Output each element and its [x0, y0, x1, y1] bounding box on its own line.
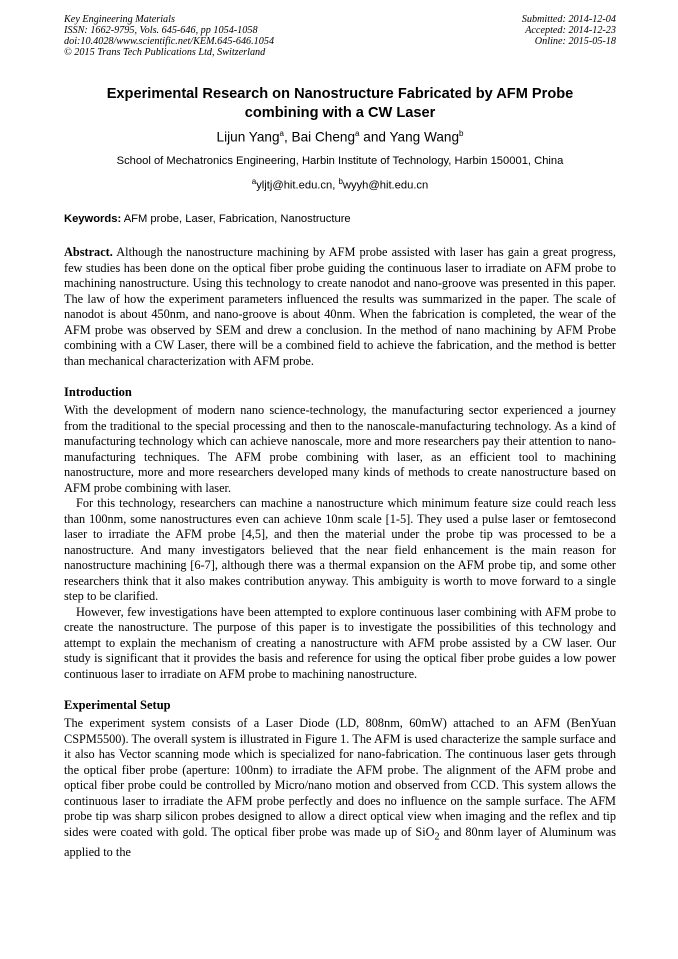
- experimental-setup-section: [64, 716, 616, 860]
- author-name: Yang Wang: [389, 129, 460, 145]
- author-separator: and: [359, 129, 390, 145]
- keywords-text: AFM probe, Laser, Fabrication, Nanostructure: [121, 213, 351, 226]
- author-affil-mark: b: [459, 129, 464, 138]
- email-link[interactable]: yljtj@hit.edu.cn: [256, 179, 333, 192]
- keywords-label: Keywords:: [64, 213, 122, 226]
- author-name: Bai Cheng: [291, 129, 356, 145]
- email-affil-mark: b: [338, 176, 343, 186]
- paragraph: With the development of modern nano science-technology, the manufacturing sector experienced a journey from the traditional to the special processing and then to the nanoscale-manufacturing technology. As a kind of manufacturing technology which can achieve nanoscale, more and more researchers pay their attention to nano-manufacturing techniques. The AFM probe combining with laser, as an efficient tool to machining nanostructure, more and more researchers developed many kinds of methods to create nanostructure based on AFM probe combining with laser.: [64, 403, 616, 495]
- paragraph: For this technology, researchers can machine a nanostructure which minimum feature size could reach less than 100nm, some nanostructures even can achieve 10nm scale [1-5]. They used a pulse laser or femtosecond laser to irradiate the AFM probe [4,5], and then the material under the probe tip was processed to be a nanostructure. And many investigators believed that the near field enhancement is the main reason for nanostructure machining [6-7], although there was a thermal expansion on the AFM probe tip, and some other researchers think that it also makes contribution anyway. This ambiguity is worth to move forward to a single step to be clarified.: [64, 496, 616, 604]
- author-affil-mark: a: [279, 129, 284, 138]
- author-name: Lijun Yang: [216, 129, 280, 145]
- submitted-date: Submitted: 2014-12-04: [521, 14, 616, 25]
- section-heading-introduction: Introduction: [64, 385, 132, 400]
- email-separator: ,: [332, 179, 339, 192]
- paper-title: [64, 85, 616, 123]
- submission-dates: [522, 14, 616, 58]
- journal-header: [64, 14, 616, 58]
- author-emails: [64, 174, 616, 194]
- abstract-label: Abstract.: [64, 245, 113, 260]
- section-heading-experimental-setup: Experimental Setup: [64, 698, 171, 713]
- journal-doi: doi:10.4028/www.scientific.net/KEM.645-646.1054: [64, 36, 275, 47]
- keywords: [64, 212, 616, 226]
- paper-title-line2: combining with a CW Laser: [244, 105, 436, 121]
- author-separator: ,: [283, 129, 292, 145]
- paragraph-text: and 80nm layer of Aluminum was applied to the: [64, 824, 616, 859]
- email-link[interactable]: wyyh@hit.edu.cn: [342, 179, 429, 192]
- introduction-section: [64, 403, 616, 682]
- paper-page: [64, 14, 616, 860]
- accepted-date: Accepted: 2014-12-23: [525, 25, 616, 36]
- subscript: 2: [434, 831, 440, 843]
- paper-title-line1: Experimental Research on Nanostructure Fabricated by AFM Probe: [106, 86, 574, 102]
- paragraph-text: The experiment system consists of a Laser Diode (LD, 808nm, 60mW) attached to an AFM (BenYuan CSPM5500). The overall system is illustrated in Figure 1. The AFM is used characterize the sample surface and it also has Vector scanning mode which is specialized for nano-fabrication. The continuous laser gets through the optical fiber probe (aperture: 100nm) to irradiate the AFM probe. The alignment of the AFM probe and optical fiber probe could be controlled by Micro/nano motion and observed from CCD. This system allows the continuous laser to irradiate the AFM probe perfectly and does no influence on the sample surface. The AFM probe tip was sharp silicon probes designed to allow a direct optical view when imaging and the reflex and tip sides were coated with gold. The optical fiber probe was made up of SiO: [64, 716, 616, 839]
- journal-copyright: © 2015 Trans Tech Publications Ltd, Switzerland: [64, 47, 266, 58]
- paragraph: However, few investigations have been attempted to explore continuous laser combining with AFM probe to create the nanostructure. The purpose of this paper is to investigate the possibilities of this technology and attempt to explain the mechanism of creating a nanostructure with AFM probe assisted by a CW laser. Our study is significant that it provides the basis and reference for using the optical fiber probe guides a low power continuous laser to irradiate on AFM probe to machining nanostructure.: [64, 604, 616, 681]
- online-date: Online: 2015-05-18: [534, 36, 616, 47]
- email-affil-mark: a: [251, 176, 257, 186]
- paragraph: [64, 716, 616, 860]
- author-affil-mark: a: [355, 129, 360, 138]
- affiliation: School of Mechatronics Engineering, Harbin Institute of Technology, Harbin 150001, China: [116, 154, 564, 167]
- abstract: [64, 245, 616, 369]
- journal-issn: ISSN: 1662-9795, Vols. 645-646, pp 1054-1058: [64, 25, 258, 36]
- journal-info: [64, 14, 274, 58]
- author-list: [64, 125, 616, 147]
- journal-name: Key Engineering Materials: [64, 14, 175, 25]
- abstract-text: Although the nanostructure machining by AFM probe assisted with laser has gain a great progress, few studies has been done on the optical fiber probe guiding the continuous laser to irradiate on AFM probe to machining nanostructure. Using this technology to create nanodot and nano-groove was presented in this paper. The law of how the experiment parameters influenced the results was summarized in the paper. The scale of nanodot is about 450nm, and nano-groove is about 40nm. When the fabrication is completed, the wear of the AFM probe was observed by SEM and drew a conclusion. In the method of nano machining by AFM Probe combining with a CW Laser, there will be a combined field to achieve the fabrication, and the method is better than mechanical characterization with AFM probe.: [64, 245, 616, 368]
